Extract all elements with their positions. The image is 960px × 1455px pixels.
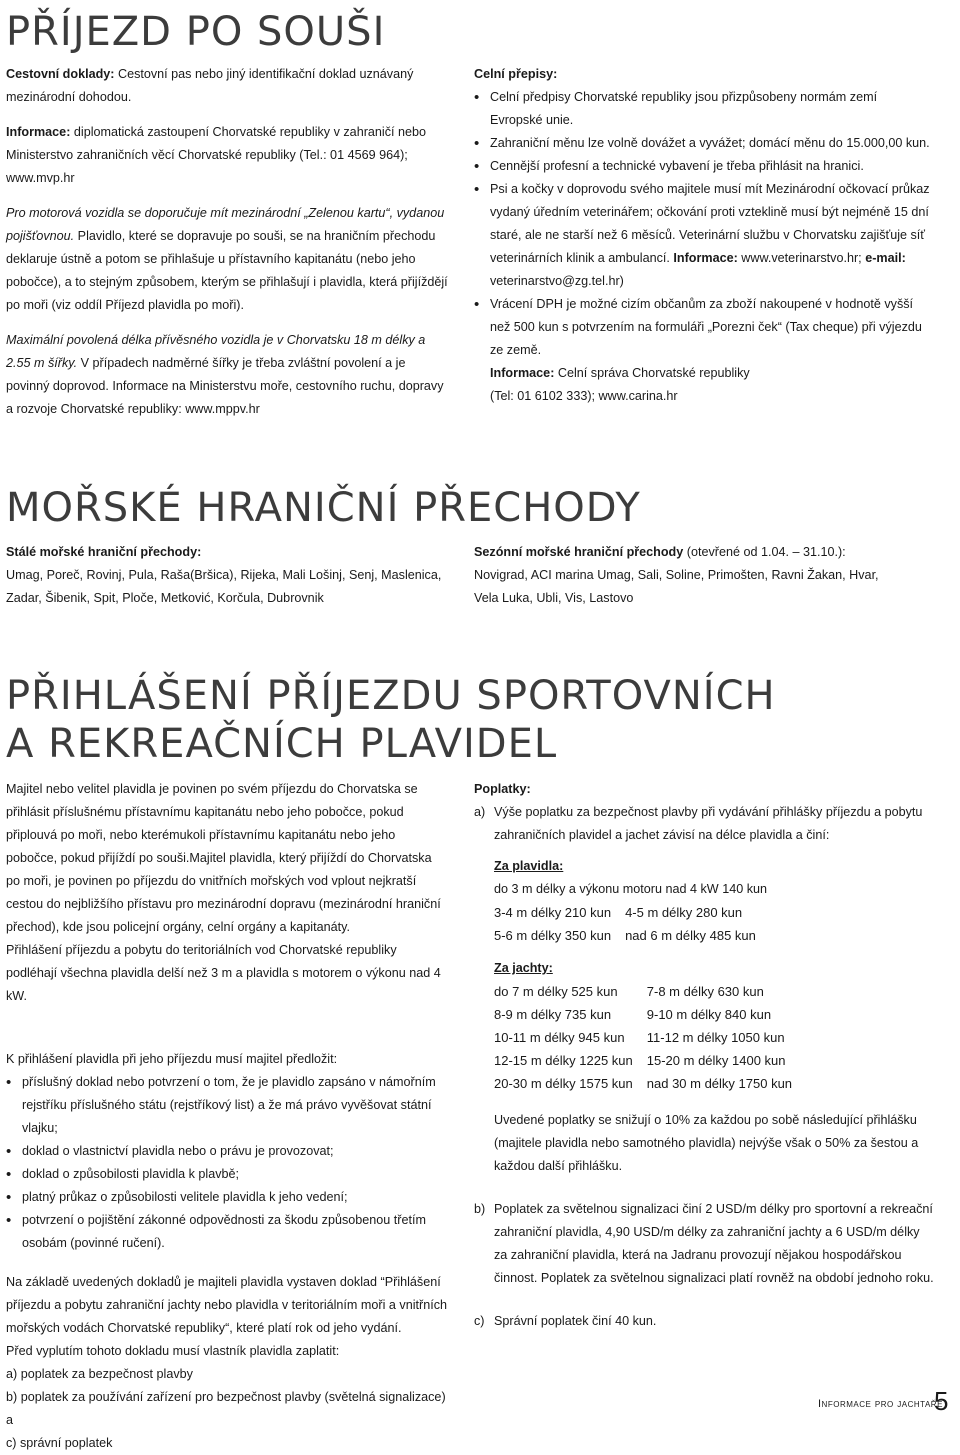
fee-cell: 4-5 m délky 280 kun — [625, 905, 743, 920]
fee-row — [494, 1049, 806, 1072]
payment-item: b) poplatek za používání zařízení pro bezpečnost plavby (světelná signalizace) a — [6, 1390, 446, 1427]
fee-row — [494, 1072, 806, 1095]
section-title-sea-crossings: MOŘSKÉ HRANIČNÍ PŘECHODY — [6, 485, 641, 531]
boats-fees-table — [494, 901, 770, 947]
fee-cell: 8-9 m délky 735 kun — [494, 1007, 612, 1022]
vet-email-text: veterinarstvo@zg.tel.hr) — [490, 274, 624, 288]
customs-item: • Zahraniční měnu lze volně dovážet a vyvážet; domácí měnu do 15.000,00 kun. — [474, 132, 932, 155]
seasonal-crossings — [474, 541, 894, 610]
customs-item: • Celní předpisy Chorvatské republiky jsou přizpůsobeny normám zemí Evropské unie. — [474, 86, 932, 132]
fee-cell: 20-30 m délky 1575 kun — [494, 1076, 633, 1091]
fees-label: Poplatky: — [474, 782, 531, 796]
travel-docs-paragraph — [6, 63, 448, 109]
vet-info-text: www.veterinarstvo.hr; — [737, 251, 862, 265]
fee-cell: 10-11 m délky 945 kun — [494, 1030, 625, 1045]
fee-a-marker: a) — [474, 805, 486, 819]
customs-item: • Cennější profesní a technické vybavení je třeba přihlásit na hranici. — [474, 155, 932, 178]
customs-info-text: Celní správa Chorvatské republiky — [554, 366, 750, 380]
fee-cell: do 7 m délky 525 kun — [494, 984, 618, 999]
fee-row — [494, 1003, 806, 1026]
customs-info-paragraph — [474, 362, 932, 385]
fee-row — [494, 980, 806, 1003]
fee-c-marker: c) — [474, 1314, 485, 1328]
fee-cell: nad 30 m délky 1750 kun — [646, 1076, 793, 1091]
document-item: • platný průkaz o způsobilosti velitele plavidla k jeho vedení; — [6, 1186, 448, 1209]
seasonal-crossings-label: Sezónní mořské hraniční přechody — [474, 545, 684, 559]
fee-b — [474, 1198, 934, 1290]
documents-list — [6, 1071, 448, 1255]
fee-row — [494, 924, 770, 947]
registration-column — [6, 778, 448, 1455]
fee-cell: 11-12 m délky 1050 kun — [646, 1030, 785, 1045]
max-length-note: Maximální povolená délka přívěsného vozidla je v Chorvatsku 18 m délky a 2.55 m šířky. — [6, 333, 426, 370]
fee-row — [494, 1026, 806, 1049]
fee-b-marker: b) — [474, 1202, 486, 1216]
oversize-note: V případech nadměrné šířky je třeba zvláštní povolení a je povinný doprovod. — [6, 356, 406, 393]
fee-cell: nad 6 m délky 485 kun — [625, 928, 756, 943]
boats-fee-row: do 3 m délky a výkonu motoru nad 4 kW 140 kun — [494, 882, 768, 896]
customs-list — [474, 86, 932, 362]
document-item: • potvrzení o pojištění zákonné odpovědnosti za škodu způsobenou třetím osobám (povinné ručení). — [6, 1209, 448, 1255]
boats-paragraph — [6, 202, 448, 317]
vet-email-label: e-mail: — [865, 251, 906, 265]
payment-item: c) správní poplatek — [6, 1436, 113, 1450]
fee-cell: 12-15 m délky 1225 kun — [494, 1053, 633, 1068]
registration-title-line2: A REKREAČNÍCH PLAVIDEL — [6, 721, 558, 767]
permanent-crossings — [6, 541, 448, 610]
fees-column — [474, 778, 934, 1333]
permanent-crossings-text: Umag, Poreč, Rovinj, Pula, Raša(Bršica), Rijeka, Mali Lošinj, Senj, Maslenica, Zadar, Šibenik, Spit, Ploče, Metković, Korčula, Dubrovnik — [6, 568, 442, 605]
permanent-crossings-label: Stálé mořské hraniční přechody: — [6, 545, 202, 559]
fee-b-text: Poplatek za světelnou signalizaci činí 2 USD/m délky pro sportovní a rekreační zahraniční plavidla, 4,90 USD/m délky za zahraniční jachty a 6 USD/m délky za zahraniční plavidla, která na Jadranu provozují nějakou hospodářskou činnost. Poplatek za světelnou signalizaci platí rovněž na období jednoho roku. — [494, 1202, 934, 1285]
green-card-note: Pro motorová vozidla se doporučuje mít mezinárodní „Zelenou kartu“, vydanou pojišťovnou. — [6, 206, 445, 243]
payment-intro: Před vyplutím tohoto dokladu musí vlastník plavidla zaplatit: — [6, 1344, 340, 1358]
info-label: Informace: — [6, 125, 71, 139]
document-item: • doklad o způsobilosti plavidla k plavbě; — [6, 1163, 448, 1186]
registration-paragraph: Majitel nebo velitel plavidla je povinen po svém příjezdu do Chorvatska se přihlásit příslušnému přístavnímu kapitanátu nebo jeho pobočce, pokud připlouvá po moři, nebo kterémukoli přístavnímu kapitanátu nebo jeho pobočce, pokud přijíždí po souši.Majitel plavidla, který přijíždí do Chorvatska po moři, je povinen po příjezdu do vnitřních mořských vod vplout nejkratší cestou do nejbližšího přístavu pro mezinárodní dopravu (mezinárodní hraniční přechod), kde jsou policejní orgány, celní orgány a kapitanáty. — [6, 782, 441, 934]
customs-label: Celní přepisy: — [474, 67, 558, 81]
fee-cell: 9-10 m délky 840 kun — [646, 1007, 772, 1022]
document-item: • doklad o vlastnictví plavidla nebo o právu je provozovat; — [6, 1140, 448, 1163]
customs-item: • Vrácení DPH je možné cizím občanům za zboží nakoupené v hodnotě vyšší než 500 kun s potvrzením na formuláři „Porezni ček“ (Tax cheque) při výjezdu ze země. — [474, 293, 932, 362]
fee-cell: 7-8 m délky 630 kun — [646, 984, 764, 999]
fee-c — [474, 1310, 934, 1333]
seasonal-crossings-text: Novigrad, ACI marina Umag, Sali, Soline, Primošten, Ravni Žakan, Hvar, Vela Luka, Ubli, Vis, Lastovo — [474, 568, 879, 605]
fee-reduction-note: Uvedené poplatky se snižují o 10% za každou po sobě následující přihlášku (majitele plavidla nebo samotného plavidla) nejvýše však o 50% za šestou a každou další přihlášku. — [494, 1113, 919, 1173]
fee-cell: 15-20 m délky 1400 kun — [646, 1053, 786, 1068]
travel-docs-label: Cestovní doklady: — [6, 67, 115, 81]
section-title-registration — [6, 672, 776, 768]
customs-column — [474, 63, 932, 408]
fee-cell: 5-6 m délky 350 kun — [494, 928, 612, 943]
page-number: 5 — [934, 1386, 949, 1416]
boats-fees — [474, 855, 934, 1178]
document-item: • příslušný doklad nebo potvrzení o tom, že je plavidlo zapsáno v námořním rejstříku příslušného státu (rejstříkový list) a že má právo vyvěšovat státní vlajku; — [6, 1071, 448, 1140]
travel-docs-text: Cestovní pas nebo jiný identifikační doklad uznávaný mezinárodní dohodou. — [6, 67, 414, 104]
land-arrival-column — [6, 63, 448, 421]
fee-cell: 3-4 m délky 210 kun — [494, 905, 612, 920]
trailer-paragraph — [6, 329, 448, 421]
customs-contact: (Tel: 01 6102 333); www.carina.hr — [490, 389, 678, 403]
vet-info-label: Informace: — [673, 251, 738, 265]
info-paragraph — [6, 121, 448, 190]
registration-certificate-paragraph: Na základě uvedených dokladů je majiteli plavidla vystaven doklad “Přihlášení příjezdu a pobytu zahraniční jachty nebo plavidla v teritoriálním moři a vnitřních mořských vodách Chorvatské republiky“, které platí rok od jeho vydání. — [6, 1275, 448, 1335]
customs-item-pets — [474, 178, 932, 293]
fee-row — [494, 901, 770, 924]
info-text: diplomatická zastoupení Chorvatské republiky v zahraničí nebo Ministerstvo zahraničních věcí Chorvatské republiky (Tel.: 01 4569 964); www.mvp.hr — [6, 125, 427, 185]
seasonal-period: (otevřené od 1.04. – 31.10.): — [686, 545, 846, 559]
boats-fees-label: Za plavidla: — [494, 859, 564, 873]
customs-info-label: Informace: — [490, 366, 555, 380]
yachts-fees-label: Za jachty: — [494, 961, 553, 975]
documents-intro: K přihlášení plavidla při jeho příjezdu musí majitel předložit: — [6, 1052, 338, 1066]
payment-item: a) poplatek za bezpečnost plavby — [6, 1367, 193, 1381]
registration-title-line1: PŘIHLÁŠENÍ PŘÍJEZDU SPORTOVNÍCH — [6, 673, 776, 719]
ministry-info: Informace na Ministerstvu moře, cestovního ruchu, dopravy a rozvoje Chorvatské republiky: www.mppv.hr — [6, 379, 444, 416]
seasonal-crossings-heading — [474, 541, 894, 564]
fee-c-text: Správní poplatek činí 40 kun. — [494, 1314, 657, 1328]
fee-a — [474, 801, 934, 847]
boats-by-land-text: Plavidlo, které se dopravuje po souši, se na hraničním přechodu deklaruje ústně a potom se přihlašuje u přístavního kapitanátu (nebo jeho pobočce), a to stejným způsobem, kterým se přihlašují i plavidla, která přijíždějí po moři (viz oddíl Příjezd plavidla po moři). — [6, 229, 448, 312]
yachts-fees-table — [494, 980, 806, 1095]
pets-text: Psi a kočky v doprovodu svého majitele musí mít Mezinárodní očkovací průkaz vydaný úředním veterinářem; očkování proti vzteklině musí být nejméně 15 dní staré, ale ne starší než 6 měsíců. Veterinární službu v Chorvatsku zajišťuje síť veterinárních klinik a ambulancí. — [490, 182, 930, 265]
fee-a-text: Výše poplatku za bezpečnost plavby při vydávání přihlášky příjezdu a pobytu zahraničních plavidel a jachet závisí na délce plavidla a činí: — [494, 805, 923, 842]
section-title-land-arrival: PŘÍJEZD PO SOUŠI — [6, 9, 386, 55]
registration-paragraph: Přihlášení příjezdu a pobytu do teritoriálních vod Chorvatské republiky podléhají všechna plavidla delší než 3 m a plavidla s motorem o výkonu nad 4 kW. — [6, 943, 441, 1003]
footer-label: Informace pro jachtaře — [818, 1398, 943, 1410]
